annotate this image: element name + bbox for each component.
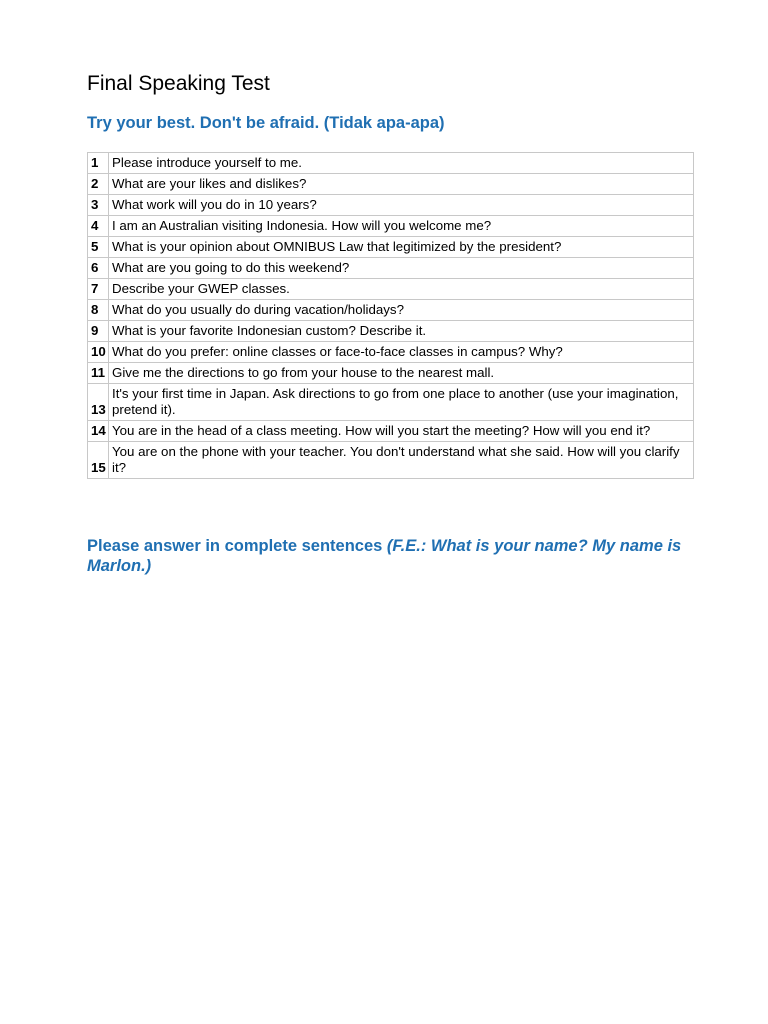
table-row — [88, 300, 694, 321]
question-text: What do you prefer: online classes or face-to-face classes in campus? Why? — [109, 342, 694, 363]
table-row — [88, 363, 694, 384]
table-row — [88, 279, 694, 300]
question-text: What are your likes and dislikes? — [109, 174, 694, 195]
question-number: 15 — [88, 442, 109, 479]
question-number: 9 — [88, 321, 109, 342]
question-number: 13 — [88, 384, 109, 421]
table-row — [88, 421, 694, 442]
question-number: 14 — [88, 421, 109, 442]
question-number: 7 — [88, 279, 109, 300]
table-row — [88, 384, 694, 421]
table-row — [88, 195, 694, 216]
question-number: 6 — [88, 258, 109, 279]
instruction-note — [87, 536, 687, 576]
question-text: You are in the head of a class meeting. How will you start the meeting? How will you end it? — [109, 421, 694, 442]
table-row — [88, 216, 694, 237]
question-number: 2 — [88, 174, 109, 195]
question-number: 8 — [88, 300, 109, 321]
question-number: 4 — [88, 216, 109, 237]
questions-table — [87, 152, 694, 479]
question-number: 10 — [88, 342, 109, 363]
question-text: Describe your GWEP classes. — [109, 279, 694, 300]
table-row — [88, 258, 694, 279]
question-number: 3 — [88, 195, 109, 216]
question-text: What is your opinion about OMNIBUS Law that legitimized by the president? — [109, 237, 694, 258]
question-text: Please introduce yourself to me. — [109, 153, 694, 174]
question-number: 11 — [88, 363, 109, 384]
question-text: What work will you do in 10 years? — [109, 195, 694, 216]
table-row — [88, 174, 694, 195]
question-number: 5 — [88, 237, 109, 258]
page-subtitle: Try your best. Don't be afraid. (Tidak apa-apa) — [87, 114, 445, 132]
page-title: Final Speaking Test — [87, 72, 270, 95]
question-text: What are you going to do this weekend? — [109, 258, 694, 279]
question-text: Give me the directions to go from your house to the nearest mall. — [109, 363, 694, 384]
instruction-note-lead: Please answer in complete sentences — [87, 537, 387, 555]
question-text: What do you usually do during vacation/holidays? — [109, 300, 694, 321]
table-row — [88, 153, 694, 174]
questions-table-body — [88, 153, 694, 479]
question-text: It's your first time in Japan. Ask directions to go from one place to another (use your imagination, pretend it). — [109, 384, 694, 421]
table-row — [88, 321, 694, 342]
question-text: I am an Australian visiting Indonesia. How will you welcome me? — [109, 216, 694, 237]
question-text: You are on the phone with your teacher. You don't understand what she said. How will you clarify it? — [109, 442, 694, 479]
instruction-note-example: (F.E.: What is your name? My name is Marlon.) — [87, 537, 682, 575]
question-text: What is your favorite Indonesian custom? Describe it. — [109, 321, 694, 342]
question-number: 1 — [88, 153, 109, 174]
table-row — [88, 237, 694, 258]
table-row — [88, 342, 694, 363]
table-row — [88, 442, 694, 479]
